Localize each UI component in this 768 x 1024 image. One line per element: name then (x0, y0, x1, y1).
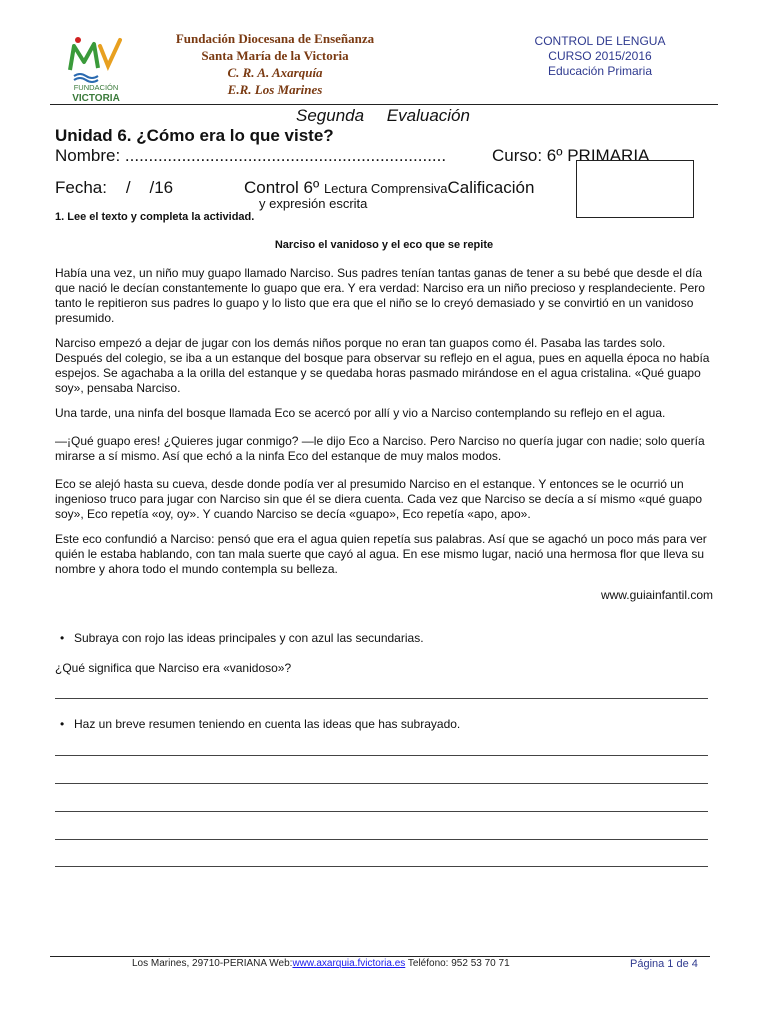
story-paragraph: Narciso empezó a dejar de jugar con los demás niños porque no eran tan guapos como él. Pasaba las tardes solo. Después del colegio, se iba a un estanque del bosque para observar su reflejo en el agua, pues en aquella época no había espejos. Se agachaba a la orilla del estanque y se quedaba horas pasmado mirándose en el agua cristalina. «Qué guapo soy», pensaba Narciso. (55, 336, 710, 395)
control-small-label: Lectura Comprensiva (323, 181, 448, 196)
question-text: ¿Qué significa que Narciso era «vanidoso»? (55, 661, 292, 675)
footer-divider (50, 956, 710, 957)
course-value: PRIMARIA (567, 146, 650, 165)
control-line-1: CONTROL DE LENGUA (534, 34, 666, 48)
answer-line[interactable] (55, 866, 708, 867)
logo-text-2: VICTORIA (72, 93, 120, 104)
institution-line-2: Santa María de la Victoria (201, 48, 349, 63)
control-block (505, 34, 695, 79)
story-title: Narciso el vanidoso y el eco que se repite (274, 239, 494, 251)
control-line-2: CURSO 2015/2016 (548, 49, 652, 63)
bullet-task-1 (60, 631, 424, 645)
footer-address (132, 958, 510, 969)
institution-block (140, 30, 410, 98)
story-paragraph: —¡Qué guapo eres! ¿Quieres jugar conmigo? —le dijo Eco a Narciso. Pero Narciso no quería jugar con nadie; solo quería mirarse a sí mismo. Así que echó a la ninfa Eco del estanque de muy malos modos. (55, 434, 705, 463)
evaluation-title: Segunda Evaluación (296, 106, 470, 125)
answer-line[interactable] (55, 839, 708, 840)
control-line-3: Educación Primaria (547, 64, 653, 78)
institution-line-1: Fundación Diocesana de Enseñanza (175, 31, 375, 46)
bullet-task-2 (60, 717, 461, 731)
footer-web-link[interactable]: www.axarquia.fvictoria.es (292, 958, 406, 969)
unit-title: Unidad 6. ¿Cómo era lo que viste? (55, 126, 334, 145)
grade-box[interactable] (576, 160, 694, 218)
bullet-task-2-text: Haz un breve resumen teniendo en cuenta las ideas que has subrayado. (74, 717, 461, 731)
answer-line[interactable] (55, 755, 708, 756)
foundation-logo (60, 32, 132, 104)
footer-phone: Teléfono: 952 53 70 71 (405, 958, 510, 969)
story-paragraph: Eco se alejó hasta su cueva, desde donde podía ver al presumido Narciso en el estanque. Y entonces se le ocurrió un ingenioso truco para jugar con Narciso sin que él se diera cuenta. Cada vez que Narciso se decía a sí mismo «qué guapo soy», Eco repetía «oy, oy». Y cuando Narciso se decía «guapo», Eco repetía «apo, apo». (55, 477, 703, 521)
bullet-task-1-text: Subraya con rojo las ideas principales y con azul las secundarias. (74, 631, 424, 645)
grade-label: Calificación (447, 178, 535, 197)
control-label-line (244, 178, 534, 198)
course-label: Curso: 6º (492, 146, 563, 165)
institution-line-4: E.R. Los Marines (227, 82, 323, 97)
story-paragraph: Había una vez, un niño muy guapo llamado Narciso. Sus padres tenían tantas ganas de tener a su bebé que desde el día que nació le decían constantemente lo guapo que era. Y era verdad: Narciso era un niño precioso y resplandeciente. Pero tanto le repitieron sus padres lo guapo y lo listo que era que el niño se lo creyó demasiado y se convirtió en un vanidoso presumido. (55, 266, 705, 325)
activity-instruction: 1. Lee el texto y completa la actividad. (55, 211, 255, 223)
logo-icon (60, 32, 132, 104)
header-divider (50, 104, 718, 105)
control-label: Control 6º (244, 178, 320, 197)
answer-line[interactable] (55, 698, 708, 699)
answer-line[interactable] (55, 811, 708, 812)
logo-text-1: FUNDACIÓN (73, 83, 119, 92)
page-number: Página 1 de 4 (630, 958, 698, 970)
date-field[interactable]: Fecha: / /16 (55, 178, 174, 197)
story-paragraph: Una tarde, una ninfa del bosque llamada Eco se acercó por allí y vio a Narciso contemplando su reflejo en el agua. (55, 406, 666, 420)
institution-line-3: C. R. A. Axarquía (227, 65, 323, 80)
story-paragraph: Este eco confundió a Narciso: pensó que era el agua quien repetía sus palabras. Así que se agachó un poco más para ver quién le estaba hablando, con tan mala suerte que cayó al agua. En ese mismo lugar, nació una hermosa flor que lleva su nombre y ahora todo el mundo contempla su belleza. (55, 532, 707, 576)
source-url: www.guiainfantil.com (600, 588, 713, 602)
control-sub-label: y expresión escrita (259, 196, 368, 211)
footer-address-text: Los Marines, 29710-PERIANA Web: (132, 958, 293, 969)
name-field[interactable]: Nombre: .................................................................... (55, 146, 447, 165)
answer-line[interactable] (55, 783, 708, 784)
